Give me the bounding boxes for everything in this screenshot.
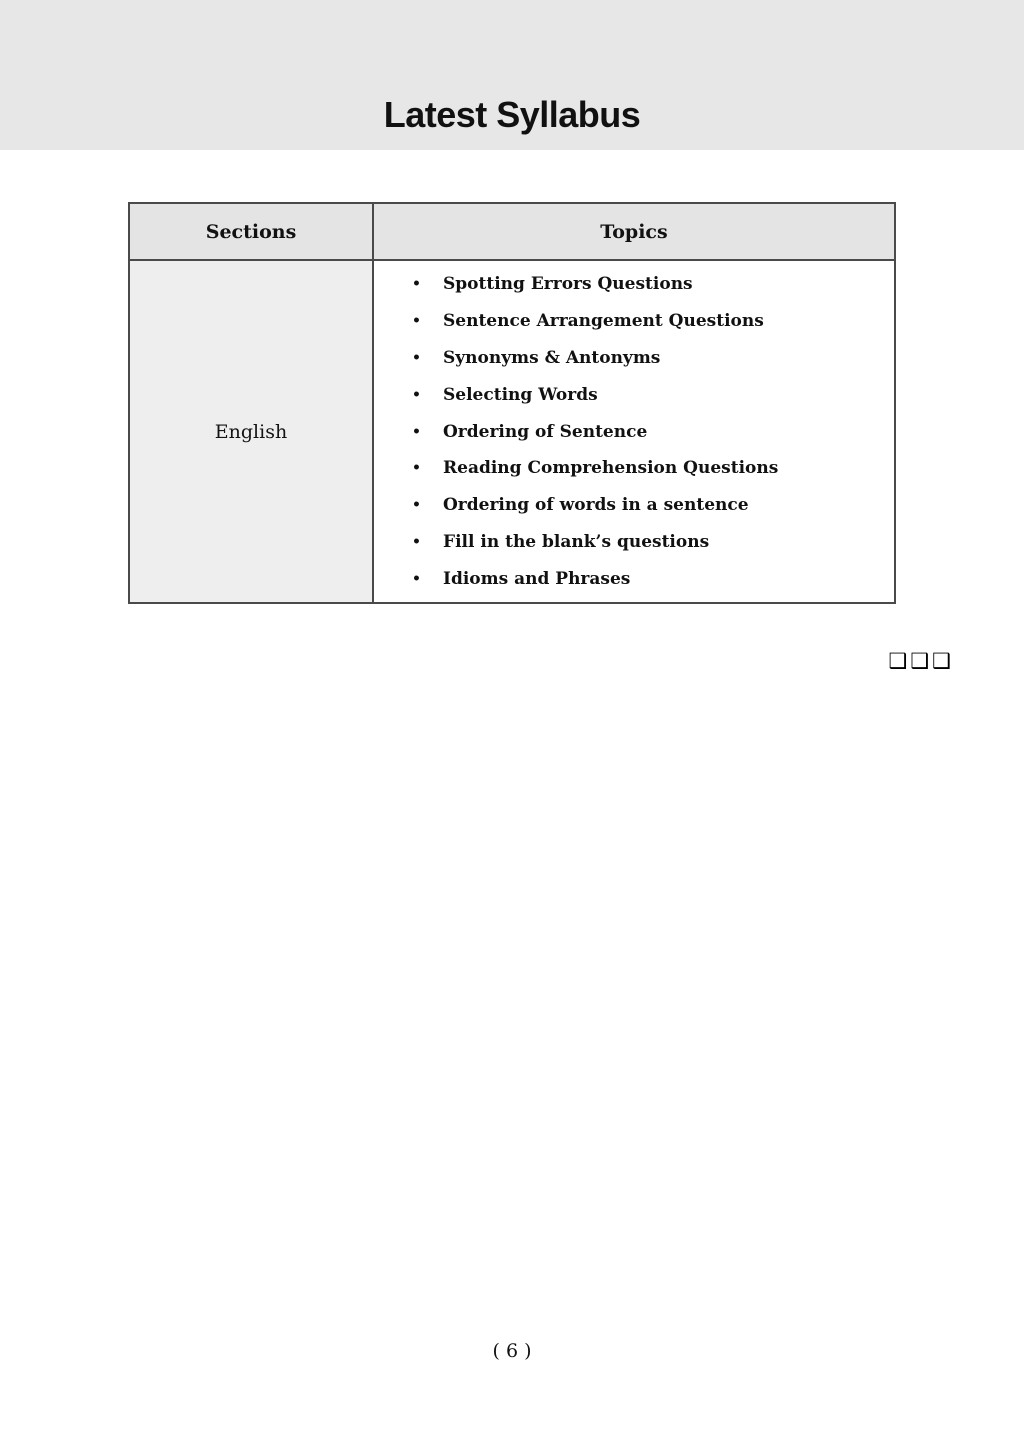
topic-label: Fill in the blank’s questions — [443, 531, 710, 552]
bullet-icon: • — [412, 460, 421, 477]
topic-item — [374, 303, 894, 340]
topic-label: Synonyms & Antonyms — [443, 347, 661, 368]
topic-item — [374, 413, 894, 450]
syllabus-table — [128, 202, 896, 604]
bullet-icon: • — [412, 276, 421, 293]
page-number: ( 6 ) — [492, 1340, 532, 1362]
topic-item — [374, 266, 894, 303]
bullet-icon: • — [412, 349, 421, 366]
topic-label: Spotting Errors Questions — [443, 274, 693, 295]
bullet-icon: • — [412, 386, 421, 403]
bullet-icon: • — [412, 423, 421, 440]
section-label: English — [214, 420, 288, 443]
topic-label: Ordering of words in a sentence — [443, 495, 749, 516]
topics-cell — [374, 261, 894, 602]
topic-label: Sentence Arrangement Questions — [443, 311, 764, 332]
table-header-row — [130, 204, 894, 261]
topics-column-header: Topics — [600, 220, 668, 243]
topic-label: Reading Comprehension Questions — [443, 458, 779, 479]
topic-item — [374, 524, 894, 561]
end-of-section-squares-icon: ❑❑❑ — [888, 649, 954, 673]
header-band — [0, 0, 1024, 150]
bullet-icon: • — [412, 497, 421, 514]
page-title: Latest Syllabus — [383, 94, 641, 135]
bullet-icon: • — [412, 313, 421, 330]
topic-item — [374, 560, 894, 597]
table-body-row — [130, 261, 894, 602]
sections-column-header: Sections — [130, 204, 374, 259]
topics-list — [374, 266, 894, 597]
bullet-icon: • — [412, 570, 421, 587]
topic-label: Selecting Words — [443, 384, 598, 405]
topic-item — [374, 376, 894, 413]
section-cell — [130, 261, 374, 602]
topic-item — [374, 340, 894, 377]
bullet-icon: • — [412, 533, 421, 550]
topic-item — [374, 487, 894, 524]
topic-label: Idioms and Phrases — [443, 568, 631, 589]
topic-item — [374, 450, 894, 487]
topic-label: Ordering of Sentence — [443, 421, 648, 442]
